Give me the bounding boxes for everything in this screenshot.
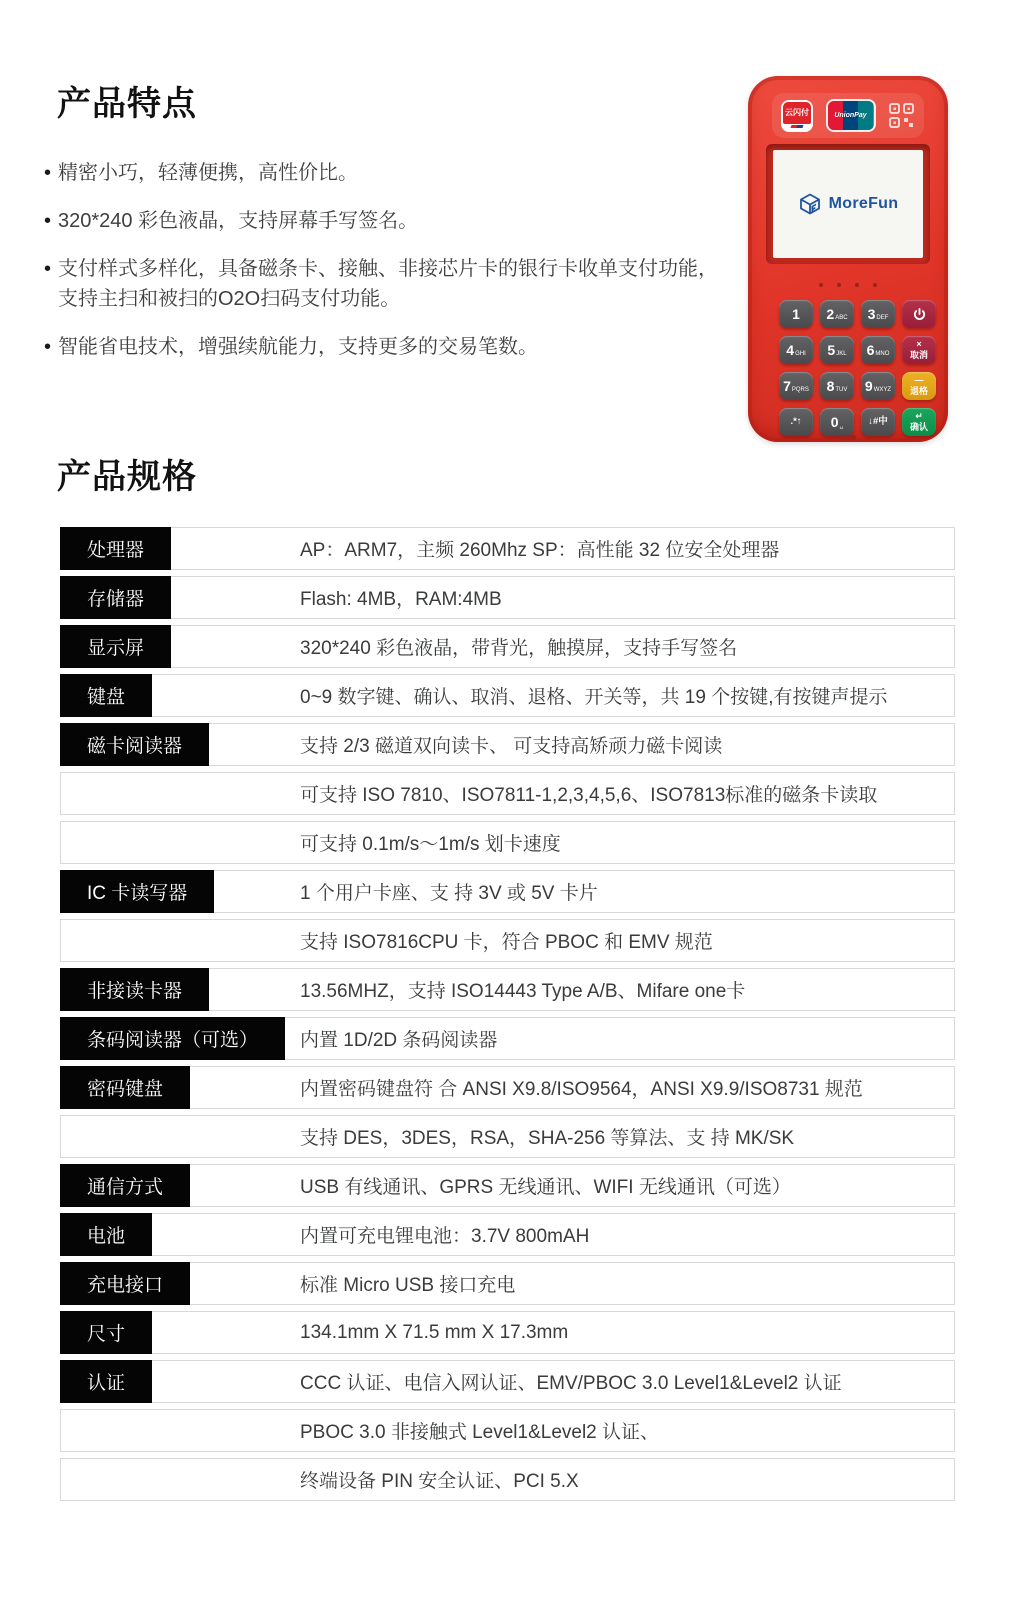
spec-value: 内置密码键盘符 合 ANSI X9.8/ISO9564，ANSI X9.9/ISO8731 规范 [300, 1079, 863, 1100]
morefun-logo-icon [798, 192, 822, 216]
spec-value: Flash: 4MB，RAM:4MB [300, 589, 502, 610]
qr-code-icon [888, 102, 915, 129]
spec-label: 密码键盘 [60, 1066, 190, 1109]
spec-row [60, 1360, 955, 1403]
device-keypad [779, 300, 936, 436]
spec-row [60, 1213, 955, 1256]
spec-value: 支持 2/3 磁道双向读卡、 可支持高矫顽力磁卡阅读 [300, 736, 723, 757]
yunshanfu-app-icon [781, 100, 813, 132]
usb-port-notch [840, 435, 856, 440]
spec-label: 认证 [60, 1360, 152, 1403]
spec-value: PBOC 3.0 非接触式 Level1&Level2 认证、 [300, 1422, 660, 1443]
spec-row [60, 576, 955, 619]
key-7: 7 PQRS [779, 372, 813, 400]
key-1: 1 [779, 300, 813, 328]
spec-value: 320*240 彩色液晶，带背光，触摸屏，支持手写签名 [300, 638, 738, 659]
feature-item: • 320*240 彩色液晶，支持屏幕手写签名。 [44, 206, 728, 236]
spec-label: IC 卡读写器 [60, 870, 214, 913]
spec-value: 支持 ISO7816CPU 卡，符合 PBOC 和 EMV 规范 [300, 932, 713, 953]
spec-label: 非接读卡器 [60, 968, 209, 1011]
spec-label: 磁卡阅读器 [60, 723, 209, 766]
spec-value: 终端设备 PIN 安全认证、PCI 5.X [300, 1471, 579, 1492]
spec-value: 支持 DES，3DES，RSA，SHA-256 等算法、支 持 MK/SK [300, 1128, 795, 1149]
key-confirm: ↵ 确认 [902, 408, 936, 436]
feature-item: • 支付样式多样化，具备磁条卡、接触、非接芯片卡的银行卡收单支付功能， 支持主扫和被扫的O2O扫码支付功能。 [44, 254, 728, 314]
spec-row [60, 1262, 955, 1305]
spec-row [60, 968, 955, 1011]
enter-arrow-icon: ↵ [915, 411, 923, 421]
key-2: 2 ABC [820, 300, 854, 328]
spec-label: 尺寸 [60, 1311, 152, 1354]
spec-label: 存储器 [60, 576, 171, 619]
spec-row [60, 870, 955, 913]
key-cancel: × 取消 [902, 336, 936, 364]
spec-label: 通信方式 [60, 1164, 190, 1207]
key-9: 9 WXYZ [861, 372, 895, 400]
features-section-title: 产品特点 [57, 85, 197, 123]
device-logo-strip [772, 93, 924, 138]
spec-label: 条码阅读器（可选） [60, 1017, 285, 1060]
yunshanfu-label: 云闪付 [783, 102, 811, 124]
spec-value: 0~9 数字键、确认、取消、退格、开关等，共 19 个按键,有按键声提示 [300, 687, 888, 708]
spec-row [60, 674, 955, 717]
spec-label: 显示屏 [60, 625, 171, 668]
spec-value: CCC 认证、电信入网认证、EMV/PBOC 3.0 Level1&Level2 认证 [300, 1373, 842, 1394]
spec-value: 13.56MHZ，支持 ISO14443 Type A/B、Mifare one卡 [300, 981, 746, 1002]
spec-row [60, 821, 955, 864]
spec-value: 标准 Micro USB 接口充电 [300, 1275, 516, 1296]
key-star: .*↑ [779, 408, 813, 436]
key-backspace: — 退格 [902, 372, 936, 400]
unionpay-logo-icon [828, 101, 874, 130]
key-0: 0 ␣ [820, 408, 854, 436]
spec-value: 134.1mm X 71.5 mm X 17.3mm [300, 1321, 569, 1343]
spec-label: 充电接口 [60, 1262, 190, 1305]
device-screen [773, 150, 923, 258]
feature-item: • 精密小巧，轻薄便携，高性价比。 [44, 158, 728, 188]
spec-row [60, 1458, 955, 1501]
spec-value: 可支持 ISO 7810、ISO7811-1,2,3,4,5,6、ISO7813标准的磁条卡读取 [300, 785, 878, 806]
spec-table [60, 527, 955, 1501]
spec-row [60, 1311, 955, 1354]
spec-row [60, 723, 955, 766]
backspace-line-icon: — [914, 375, 924, 385]
pos-device-image [748, 76, 948, 442]
spec-row [60, 1115, 955, 1158]
key-8: 8 TUV [820, 372, 854, 400]
spec-row [60, 772, 955, 815]
spec-value: 可支持 0.1m/s～1m/s 划卡速度 [300, 834, 561, 855]
spec-value: AP：ARM7，主频 260Mhz SP：高性能 32 位安全处理器 [300, 540, 780, 561]
device-indicator-dots [819, 283, 877, 287]
spec-row [60, 1164, 955, 1207]
spec-row [60, 1017, 955, 1060]
spec-label: 电池 [60, 1213, 152, 1256]
specs-section-title: 产品规格 [57, 458, 197, 496]
spec-value: 1 个用户卡座、支 持 3V 或 5V 卡片 [300, 883, 598, 904]
device-screen-bezel [766, 144, 930, 264]
spec-value: USB 有线通讯、GPRS 无线通讯、WIFI 无线通讯（可选） [300, 1177, 791, 1198]
spec-row [60, 919, 955, 962]
key-hash: ↓#中 [861, 408, 895, 436]
key-5: 5 JKL [820, 336, 854, 364]
spec-row [60, 527, 955, 570]
spec-label: 处理器 [60, 527, 171, 570]
power-icon [913, 308, 926, 321]
spec-row [60, 1066, 955, 1109]
key-6: 6 MNO [861, 336, 895, 364]
key-power [902, 300, 936, 328]
cancel-x-icon: × [916, 339, 922, 349]
spec-value: 内置可充电锂电池：3.7V 800mAH [300, 1226, 590, 1247]
spec-row [60, 625, 955, 668]
spec-row [60, 1409, 955, 1452]
feature-list [44, 158, 728, 380]
spec-value: 内置 1D/2D 条码阅读器 [300, 1030, 498, 1051]
device-brand-text: MoreFun [828, 195, 899, 212]
feature-item: • 智能省电技术，增强续航能力，支持更多的交易笔数。 [44, 332, 728, 362]
key-3: 3 DEF [861, 300, 895, 328]
key-4: 4 GHI [779, 336, 813, 364]
spec-label: 键盘 [60, 674, 152, 717]
unionpay-label: UnionPay [834, 112, 867, 119]
